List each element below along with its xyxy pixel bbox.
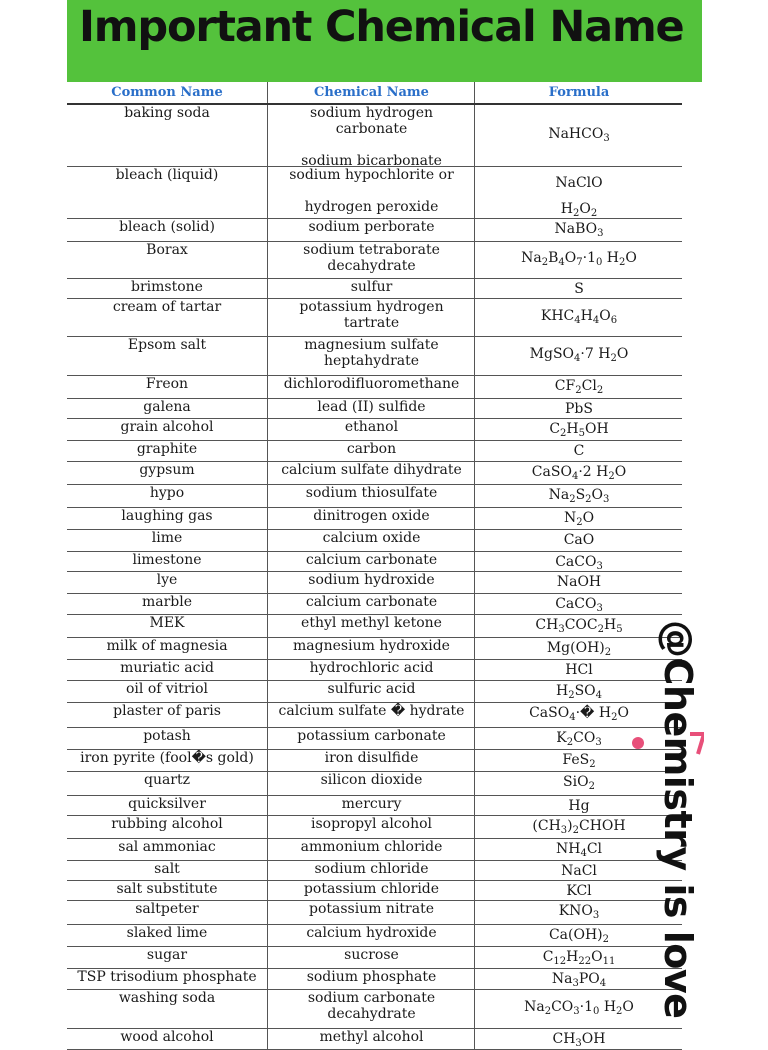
chemical-name-line: sodium hypochlorite or <box>289 167 454 183</box>
table-row <box>67 462 682 485</box>
chemical-name-cell <box>267 990 475 1028</box>
formula-text: CaCO$_3$ <box>555 596 603 614</box>
chemical-name-line: calcium carbonate <box>305 552 438 568</box>
formula-text: $KHC_4H_4O_6$ <box>540 308 618 326</box>
formula-text: MgSO$_4$·7 $H_2O$ <box>529 346 629 364</box>
common-name-cell: laughing gas <box>121 508 213 524</box>
table-row <box>67 376 682 399</box>
chemical-name-line: sodium hydrogen <box>309 105 434 121</box>
common-name-cell: bleach (liquid) <box>115 167 219 183</box>
formula-cell <box>474 399 682 418</box>
common-name-cell: lye <box>156 572 178 588</box>
chemical-name-cell <box>267 572 475 593</box>
formula-text: $CH_3OH$ <box>552 1031 606 1049</box>
chemical-name-cell <box>267 947 475 968</box>
formula-text: $CH_3COC_2H_5$ <box>535 617 623 635</box>
chemical-name-line: potassium carbonate <box>297 728 446 744</box>
chemical-name-cell <box>267 881 475 900</box>
formula-cell <box>474 419 682 440</box>
table-row <box>67 816 682 839</box>
table-row <box>67 167 682 219</box>
table-row <box>67 441 682 462</box>
table-body <box>67 105 682 1050</box>
chemical-name-line: hydrochloric acid <box>309 660 434 676</box>
chemical-name-line: sulfuric acid <box>327 681 416 697</box>
table-row <box>67 703 682 728</box>
formula-cell <box>474 219 682 241</box>
table-row <box>67 530 682 552</box>
chemical-name-cell <box>267 337 475 375</box>
formula-cell <box>474 990 682 1028</box>
formula-text: $H_2SO_4$ <box>555 683 603 701</box>
common-name-cell: Borax <box>146 242 188 258</box>
chemical-name-cell <box>267 816 475 838</box>
formula-cell <box>474 299 682 336</box>
formula-cell <box>474 441 682 461</box>
chemical-name-cell <box>267 242 475 278</box>
chemical-name-cell <box>267 861 475 880</box>
table-row <box>67 552 682 572</box>
table-row <box>67 990 682 1029</box>
table-row <box>67 485 682 508</box>
chemical-name-line <box>268 183 475 199</box>
common-name-cell: salt <box>154 861 180 877</box>
chemical-name-line: dinitrogen oxide <box>313 508 430 524</box>
chemical-name-line: calcium sulfate � hydrate <box>278 703 465 719</box>
chemical-name-cell <box>267 399 475 418</box>
chemical-name-cell <box>267 925 475 946</box>
table-row <box>67 925 682 947</box>
common-name-cell: galena <box>143 399 191 415</box>
chemical-name-line: calcium oxide <box>322 530 421 546</box>
table-row <box>67 337 682 376</box>
common-name-cell: washing soda <box>118 990 216 1006</box>
chemical-name-cell <box>267 703 475 727</box>
chemical-name-cell <box>267 441 475 461</box>
table-row <box>67 242 682 279</box>
chemical-name-cell <box>267 750 475 771</box>
table-row <box>67 861 682 881</box>
formula-text: Hg <box>568 798 590 814</box>
formula-text: $Na_2S_2O_3$ <box>548 487 610 505</box>
chemical-name-cell <box>267 594 475 614</box>
formula-cell <box>474 337 682 375</box>
table-row <box>67 638 682 660</box>
chemical-name-cell <box>267 728 475 749</box>
table-row <box>67 572 682 594</box>
table-row <box>67 839 682 861</box>
formula-cell <box>474 969 682 989</box>
header-formula: Formula <box>474 82 683 103</box>
formula-text: NaBO$_3$ <box>554 221 604 239</box>
chemical-name-line: calcium carbonate <box>305 594 438 610</box>
table-row <box>67 594 682 615</box>
common-name-cell: Freon <box>145 376 189 392</box>
common-name-cell: potash <box>143 728 191 744</box>
formula-text: NaOH <box>556 574 602 590</box>
chemical-name-cell <box>267 167 475 218</box>
formula-text: NaCl <box>561 863 597 879</box>
common-name-cell: iron pyrite (fool�s gold) <box>80 750 254 766</box>
common-name-cell: baking soda <box>124 105 210 121</box>
chemical-name-line: sodium perborate <box>308 219 435 235</box>
chemical-name-line: decahydrate <box>327 1006 416 1022</box>
chemical-name-line: calcium sulfate dihydrate <box>281 462 462 478</box>
formula-cell <box>474 594 682 614</box>
common-name-cell: muriatic acid <box>120 660 214 676</box>
chemical-name-cell <box>267 901 475 924</box>
chemical-name-cell <box>267 796 475 815</box>
chemical-name-line: magnesium sulfate <box>304 337 439 353</box>
chemical-name-line: ethanol <box>344 419 399 435</box>
chemical-name-cell <box>267 299 475 336</box>
formula-text: PbS <box>565 401 593 417</box>
table-row <box>67 219 682 242</box>
formula-text: $H_2O_2$ <box>560 201 598 219</box>
common-name-cell: salt substitute <box>116 881 218 897</box>
formula-text: $Na_2CO_3\cdot 1_0$ $H_2O$ <box>524 999 634 1017</box>
formula-cell <box>474 105 682 166</box>
table-row <box>67 969 682 990</box>
formula-text: $Na_2B_4O_7\cdot 1_0$ $H_2O$ <box>521 250 637 268</box>
common-name-cell: rubbing alcohol <box>111 816 223 832</box>
formula-text: $CF_2Cl_2$ <box>554 378 604 396</box>
formula-text: CaSO$_4$·2 $H_2O$ <box>531 464 627 482</box>
chemical-name-cell <box>267 681 475 702</box>
formula-cell <box>474 242 682 278</box>
chemical-name-line: sodium chloride <box>314 861 429 877</box>
formula-text: CaCO$_3$ <box>555 554 603 572</box>
chemical-name-cell <box>267 219 475 241</box>
chemical-name-line: potassium chloride <box>303 881 440 897</box>
formula-text: $Ca(OH)_2$ <box>548 927 610 945</box>
chemical-name-line: silicon dioxide <box>320 772 423 788</box>
table-row <box>67 299 682 337</box>
header-common-name: Common Name <box>111 85 223 100</box>
chemical-name-line: heptahydrate <box>323 353 420 369</box>
common-name-cell: MEK <box>149 615 185 631</box>
formula-text: $KNO_3$ <box>558 903 600 921</box>
formula-text: HCl <box>565 662 593 678</box>
table-row <box>67 615 682 638</box>
formula-text: $C_{12}H_{22}O_{11}$ <box>542 949 616 967</box>
table-row <box>67 681 682 703</box>
common-name-cell: Epsom salt <box>127 337 207 353</box>
common-name-cell: TSP trisodium phosphate <box>77 969 257 985</box>
table-row <box>67 750 682 772</box>
common-name-cell: oil of vitriol <box>126 681 208 697</box>
chemical-name-line: ethyl methyl ketone <box>301 615 442 631</box>
chemical-name-line: sodium carbonate <box>307 990 436 1006</box>
table-row <box>67 399 682 419</box>
formula-text: CaO <box>563 532 595 548</box>
common-name-cell: limestone <box>132 552 202 568</box>
chemical-name-cell <box>267 969 475 989</box>
common-name-cell: brimstone <box>131 279 203 295</box>
chemical-name-line: magnesium hydroxide <box>293 638 450 654</box>
common-name-cell: slaked lime <box>126 925 208 941</box>
formula-text: $K_2CO_3$ <box>556 730 602 748</box>
table-row <box>67 105 682 167</box>
table-row <box>67 901 682 925</box>
chemical-name-cell <box>267 530 475 551</box>
common-name-cell: lime <box>151 530 183 546</box>
chemical-name-line: sodium tetraborate <box>303 242 440 258</box>
common-name-cell: hypo <box>149 485 185 501</box>
formula-cell <box>474 947 682 968</box>
formula-cell <box>474 462 682 484</box>
chemical-name-line: sulfur <box>350 279 393 295</box>
chemical-name-cell <box>267 508 475 529</box>
chemical-name-line: methyl alcohol <box>319 1029 424 1045</box>
formula-text: CaSO$_4$·� $H_2O$ <box>529 705 629 723</box>
common-name-cell: wood alcohol <box>120 1029 214 1045</box>
table-row <box>67 279 682 299</box>
chemical-name-cell <box>267 1029 475 1049</box>
formula-text: S <box>574 281 584 297</box>
table-row <box>67 1029 682 1050</box>
page-title: Important Chemical Name <box>79 2 684 52</box>
chemical-name-cell <box>267 279 475 298</box>
formula-cell <box>474 508 682 529</box>
chemical-name-line: hydrogen peroxide <box>304 199 439 215</box>
table-row <box>67 660 682 681</box>
chemical-name-cell <box>267 615 475 637</box>
formula-text: $N_2O$ <box>563 510 595 528</box>
common-name-cell: marble <box>141 594 193 610</box>
chemical-name-line: tartrate <box>343 315 400 331</box>
formula-text: NaClO <box>555 175 603 191</box>
common-name-cell: saltpeter <box>135 901 199 917</box>
formula-text: $(CH_3)_2CHOH$ <box>532 818 626 836</box>
common-name-cell: sugar <box>146 947 188 963</box>
common-name-cell: gypsum <box>139 462 195 478</box>
formula-cell <box>474 279 682 298</box>
common-name-cell: graphite <box>136 441 198 457</box>
table-row <box>67 881 682 901</box>
formula-text: SiO$_2$ <box>563 774 595 792</box>
formula-cell <box>474 552 682 571</box>
chemical-name-cell <box>267 772 475 795</box>
table-row <box>67 796 682 816</box>
formula-text: $NH_4Cl$ <box>555 841 603 859</box>
chemical-name-line: carbon <box>346 441 397 457</box>
common-name-cell: sal ammoniac <box>118 839 216 855</box>
watermark <box>646 620 704 1019</box>
chemical-name-line: iron disulfide <box>324 750 419 766</box>
common-name-cell: grain alcohol <box>120 419 214 435</box>
chemical-name-cell <box>267 105 475 166</box>
chemical-name-line: mercury <box>341 796 402 812</box>
formula-text: KCl <box>566 883 592 899</box>
chemical-name-cell <box>267 462 475 484</box>
chemical-name-cell <box>267 839 475 860</box>
chemical-name-line: sodium hydroxide <box>308 572 435 588</box>
chemical-name-line: carbonate <box>335 121 408 137</box>
formula-cell <box>474 1029 682 1049</box>
header-chemical-name: Chemical Name <box>267 82 475 103</box>
table-row <box>67 947 682 969</box>
watermark-text: @Chemistry is love <box>656 620 700 1019</box>
chemical-name-line: potassium nitrate <box>308 901 435 917</box>
formula-text: C <box>573 443 585 459</box>
chemical-name-cell <box>267 376 475 398</box>
formula-text: $C_2H_5OH$ <box>549 421 609 439</box>
table-row <box>67 728 682 750</box>
chemical-name-cell <box>267 419 475 440</box>
chemical-name-line: decahydrate <box>327 258 416 274</box>
table-row <box>67 419 682 441</box>
common-name-cell: bleach (solid) <box>119 219 215 235</box>
chemical-name-cell <box>267 485 475 507</box>
formula-cell <box>474 167 682 218</box>
chemical-name-line: sodium phosphate <box>306 969 437 985</box>
formula-text: NaHCO$_3$ <box>548 126 610 144</box>
table-row <box>67 508 682 530</box>
chemical-name-cell <box>267 638 475 659</box>
chemical-name-line: ammonium chloride <box>300 839 443 855</box>
chemical-name-line: potassium hydrogen <box>299 299 444 315</box>
common-name-cell: quartz <box>143 772 191 788</box>
formula-text: $Mg(OH)_2$ <box>546 640 612 658</box>
table-row <box>67 772 682 796</box>
formula-cell <box>474 530 682 551</box>
table-header <box>67 82 682 105</box>
title-banner <box>67 0 702 82</box>
chemical-table <box>67 82 682 1050</box>
chemical-name-line: lead (II) sulfide <box>317 399 426 415</box>
common-name-cell: plaster of paris <box>113 703 221 719</box>
formula-cell <box>474 376 682 398</box>
chemical-name-line <box>268 137 475 153</box>
chemical-name-line: sodium bicarbonate <box>301 153 442 167</box>
common-name-cell: cream of tartar <box>112 299 222 315</box>
chemical-name-cell <box>267 660 475 680</box>
formula-text: $Na_3PO_4$ <box>551 971 607 989</box>
chemical-name-cell <box>267 552 475 571</box>
chemical-name-line: sucrose <box>344 947 399 963</box>
chemical-name-line: dichlorodifluoromethane <box>283 376 460 392</box>
formula-cell <box>474 572 682 593</box>
formula-text: FeS$_2$ <box>562 752 596 770</box>
chemical-name-line: sodium thiosulfate <box>305 485 438 501</box>
common-name-cell: milk of magnesia <box>106 638 228 654</box>
chemical-name-line: isopropyl alcohol <box>311 816 432 832</box>
chemical-name-line: calcium hydroxide <box>306 925 437 941</box>
common-name-cell: quicksilver <box>128 796 206 812</box>
formula-cell <box>474 485 682 507</box>
